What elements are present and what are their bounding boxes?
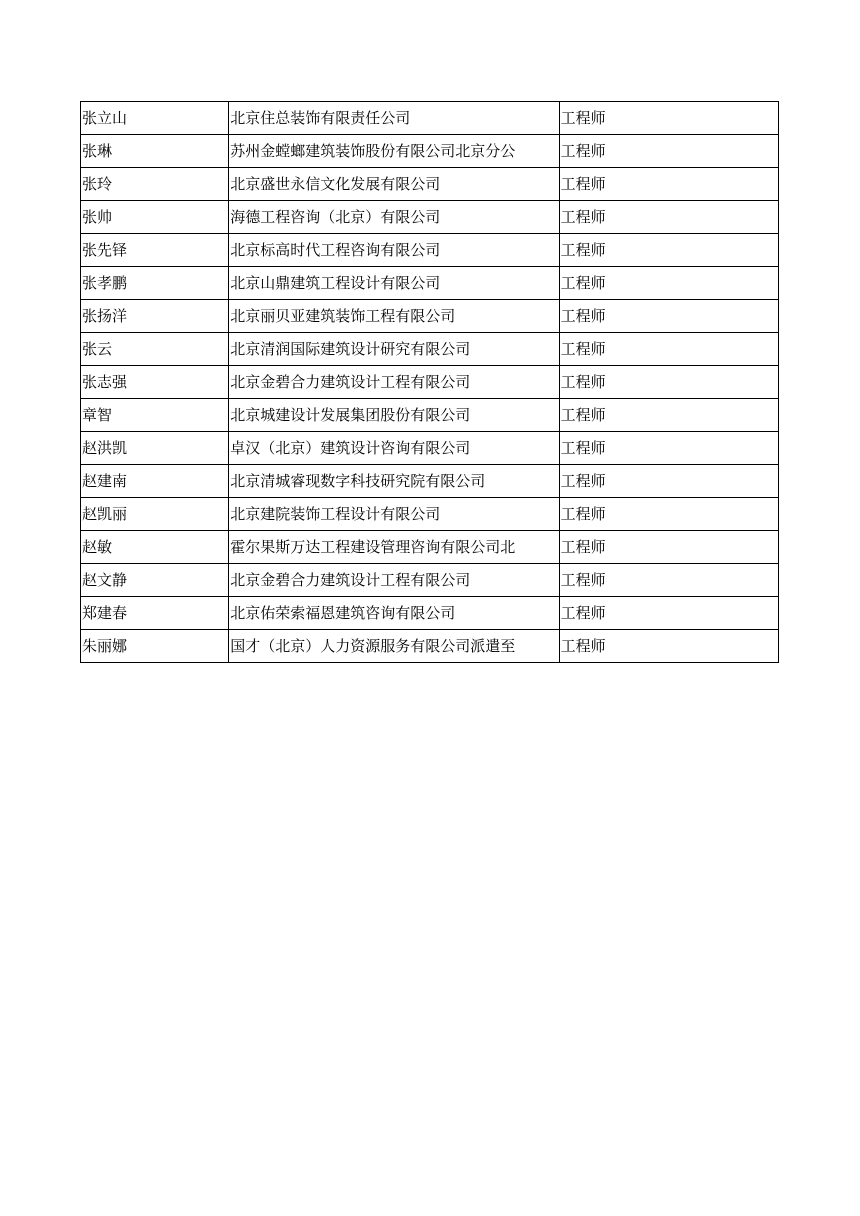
name-cell: 张帅 xyxy=(81,201,229,234)
company-cell: 北京丽贝亚建筑装饰工程有限公司 xyxy=(229,300,559,333)
table-row xyxy=(81,366,779,399)
title-cell: 工程师 xyxy=(559,465,778,498)
company-cell: 霍尔果斯万达工程建设管理咨询有限公司北 xyxy=(229,531,559,564)
title-cell: 工程师 xyxy=(559,597,778,630)
title-cell: 工程师 xyxy=(559,135,778,168)
table-row xyxy=(81,564,779,597)
name-cell: 赵文静 xyxy=(81,564,229,597)
title-cell: 工程师 xyxy=(559,498,778,531)
name-cell: 赵敏 xyxy=(81,531,229,564)
title-cell: 工程师 xyxy=(559,531,778,564)
roster-table xyxy=(80,101,779,663)
name-cell: 章智 xyxy=(81,399,229,432)
table-row xyxy=(81,267,779,300)
name-cell: 张琳 xyxy=(81,135,229,168)
company-cell: 苏州金螳螂建筑装饰股份有限公司北京分公 xyxy=(229,135,559,168)
company-cell: 北京城建设计发展集团股份有限公司 xyxy=(229,399,559,432)
company-cell: 北京建院装饰工程设计有限公司 xyxy=(229,498,559,531)
name-cell: 张扬洋 xyxy=(81,300,229,333)
title-cell: 工程师 xyxy=(559,399,778,432)
table-row xyxy=(81,630,779,663)
table-row xyxy=(81,597,779,630)
company-cell: 卓汉（北京）建筑设计咨询有限公司 xyxy=(229,432,559,465)
table-row xyxy=(81,498,779,531)
title-cell: 工程师 xyxy=(559,300,778,333)
name-cell: 张先铎 xyxy=(81,234,229,267)
company-cell: 国才（北京）人力资源服务有限公司派遣至 xyxy=(229,630,559,663)
company-cell: 北京金碧合力建筑设计工程有限公司 xyxy=(229,564,559,597)
table-row xyxy=(81,168,779,201)
table-row xyxy=(81,300,779,333)
company-cell: 北京金碧合力建筑设计工程有限公司 xyxy=(229,366,559,399)
name-cell: 张玲 xyxy=(81,168,229,201)
table-row xyxy=(81,102,779,135)
company-cell: 北京盛世永信文化发展有限公司 xyxy=(229,168,559,201)
title-cell: 工程师 xyxy=(559,432,778,465)
name-cell: 郑建春 xyxy=(81,597,229,630)
table-row xyxy=(81,399,779,432)
company-cell: 北京清润国际建筑设计研究有限公司 xyxy=(229,333,559,366)
table-row xyxy=(81,333,779,366)
table-row xyxy=(81,201,779,234)
table-row xyxy=(81,465,779,498)
title-cell: 工程师 xyxy=(559,102,778,135)
name-cell: 张志强 xyxy=(81,366,229,399)
title-cell: 工程师 xyxy=(559,630,778,663)
company-cell: 北京清城睿现数字科技研究院有限公司 xyxy=(229,465,559,498)
name-cell: 朱丽娜 xyxy=(81,630,229,663)
title-cell: 工程师 xyxy=(559,168,778,201)
title-cell: 工程师 xyxy=(559,201,778,234)
title-cell: 工程师 xyxy=(559,234,778,267)
title-cell: 工程师 xyxy=(559,564,778,597)
name-cell: 赵凯丽 xyxy=(81,498,229,531)
company-cell: 北京住总装饰有限责任公司 xyxy=(229,102,559,135)
title-cell: 工程师 xyxy=(559,366,778,399)
name-cell: 赵洪凯 xyxy=(81,432,229,465)
table-row xyxy=(81,135,779,168)
table-row xyxy=(81,432,779,465)
company-cell: 北京佑荣索福恩建筑咨询有限公司 xyxy=(229,597,559,630)
name-cell: 张云 xyxy=(81,333,229,366)
company-cell: 北京标高时代工程咨询有限公司 xyxy=(229,234,559,267)
name-cell: 张孝鹏 xyxy=(81,267,229,300)
name-cell: 赵建南 xyxy=(81,465,229,498)
table-row xyxy=(81,234,779,267)
table-row xyxy=(81,531,779,564)
title-cell: 工程师 xyxy=(559,267,778,300)
roster-table-body xyxy=(81,102,779,663)
company-cell: 海德工程咨询（北京）有限公司 xyxy=(229,201,559,234)
title-cell: 工程师 xyxy=(559,333,778,366)
company-cell: 北京山鼎建筑工程设计有限公司 xyxy=(229,267,559,300)
name-cell: 张立山 xyxy=(81,102,229,135)
